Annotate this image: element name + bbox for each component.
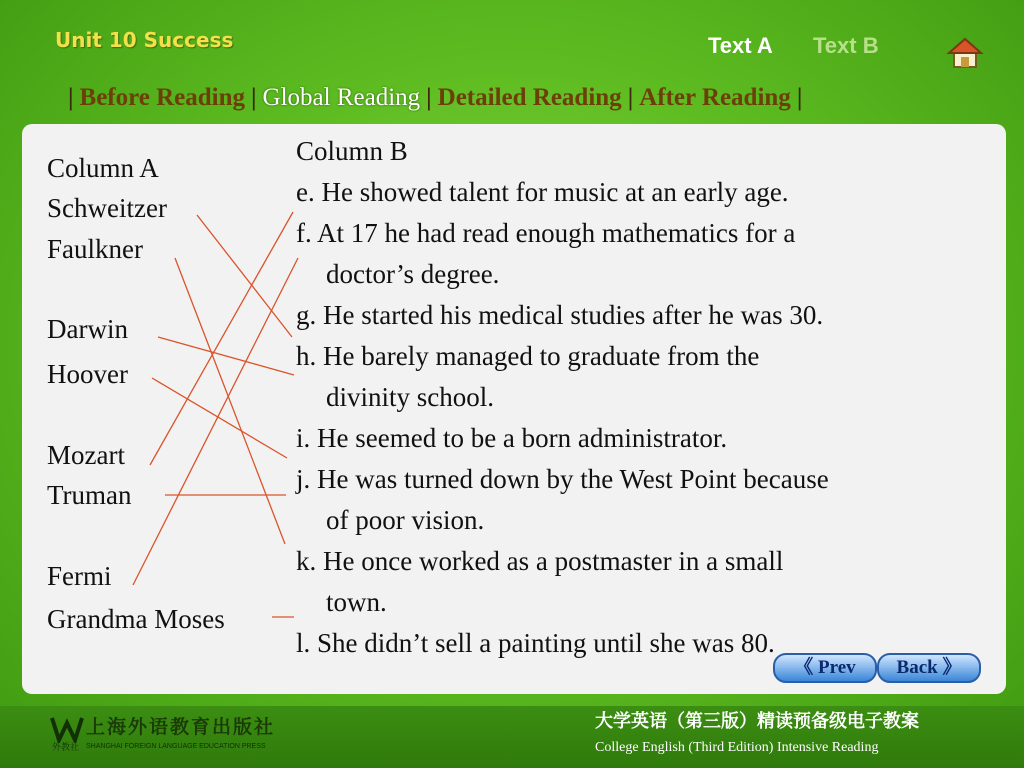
publisher-short: 外教社 (52, 743, 80, 753)
column-b-line: f. At 17 he had read enough mathematics for a (296, 218, 796, 248)
nav-separator: | (251, 84, 257, 111)
column-a-name: Faulkner (47, 234, 143, 264)
tab-text-a[interactable]: Text A (708, 33, 773, 58)
column-b-line: i. He seemed to be a born administrator. (296, 423, 728, 453)
publisher-name-en: SHANGHAI FOREIGN LANGUAGE EDUCATION PRESS (86, 743, 266, 750)
home-icon[interactable] (946, 36, 984, 70)
column-a-name: Schweitzer (47, 193, 167, 223)
column-b-line: town. (326, 587, 387, 617)
column-b-line: e. He showed talent for music at an early age. (296, 177, 789, 207)
nav-before-reading[interactable]: Before Reading (79, 84, 246, 111)
column-b-line: l. She didn’t sell a painting until she was 80. (296, 628, 775, 658)
book-title-en: College English (Third Edition) Intensive Reading (595, 740, 879, 755)
column-a-name: Grandma Moses (47, 604, 225, 634)
column-a-name: Darwin (47, 314, 128, 344)
prev-button[interactable]: 《 Prev (773, 653, 877, 683)
column-b-line: g. He started his medical studies after he was 30. (296, 300, 824, 330)
back-button[interactable]: Back 》 (877, 653, 981, 683)
column-a-name: Truman (47, 480, 132, 510)
column-a-heading: Column A (47, 153, 159, 183)
nav-separator: | (426, 84, 432, 111)
column-b-line: of poor vision. (326, 505, 485, 535)
column-b-line: k. He once worked as a postmaster in a small (296, 546, 784, 576)
nav-after-reading[interactable]: After Reading (639, 84, 791, 111)
section-nav (62, 84, 808, 116)
book-title-cn: 大学英语（第三版）精读预备级电子教案 (595, 711, 919, 732)
column-b-line: h. He barely managed to graduate from the (296, 341, 760, 371)
column-b-line: doctor’s degree. (326, 259, 500, 289)
nav-separator: | (796, 84, 803, 111)
nav-separator: | (68, 84, 74, 111)
column-b (296, 131, 986, 664)
column-a-name: Mozart (47, 440, 125, 470)
column-a-name: Hoover (47, 359, 128, 389)
unit-title: Unit 10 Success (55, 28, 234, 52)
nav-separator: | (627, 84, 634, 111)
nav-detailed-reading[interactable]: Detailed Reading (437, 84, 622, 111)
publisher-name-cn: 上海外语教育出版社 (86, 716, 276, 738)
column-b-line: divinity school. (326, 382, 494, 412)
column-a-name: Fermi (47, 561, 112, 591)
nav-global-reading[interactable]: Global Reading (262, 84, 421, 111)
column-b-line: j. He was turned down by the West Point because (296, 464, 829, 494)
column-b-heading: Column B (296, 136, 408, 166)
tab-text-b[interactable]: Text B (813, 33, 879, 58)
